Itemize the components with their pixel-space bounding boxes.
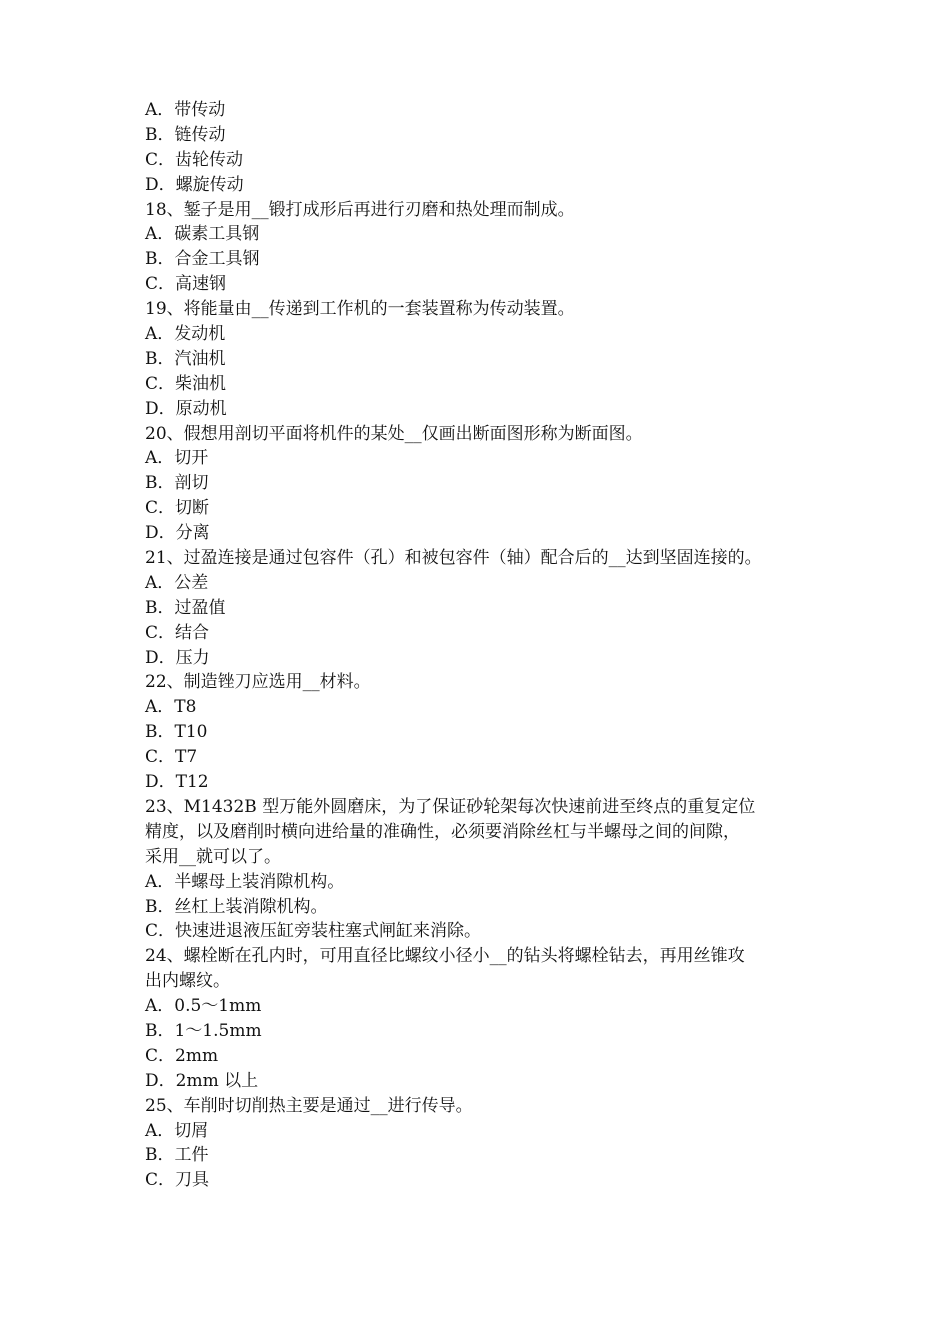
option-line: B．丝杠上装消隙机构。 <box>145 896 328 917</box>
option-line: A．半螺母上装消隙机构。 <box>145 871 345 892</box>
option-line: D．螺旋传动 <box>145 174 244 195</box>
question-22: 22、制造锉刀应选用__材料。 <box>145 672 371 693</box>
option-line: B．链传动 <box>145 124 226 145</box>
option-line: A．0.5～1mm <box>145 996 262 1017</box>
option-line: C．刀具 <box>145 1170 210 1191</box>
option-line: A．带传动 <box>145 100 226 120</box>
question-19: 19、将能量由__传递到工作机的一套装置称为传动装置。 <box>145 299 575 320</box>
option-line: A．碳素工具钢 <box>145 224 260 245</box>
option-line: C．柴油机 <box>145 373 227 394</box>
option-line: C．高速钢 <box>145 274 227 295</box>
option-line: A．切开 <box>145 448 209 469</box>
option-line: D．原动机 <box>145 398 227 419</box>
question-23-line-2: 精度，以及磨削时横向进给量的准确性，必须要消除丝杠与半螺母之间的间隙， <box>145 821 740 842</box>
option-line: C．结合 <box>145 622 210 643</box>
option-line: A．切屑 <box>145 1120 209 1141</box>
question-25: 25、车削时切削热主要是通过__进行传导。 <box>145 1095 473 1116</box>
option-line: B．T10 <box>145 722 208 743</box>
question-24-line-2: 出内螺纹。 <box>145 971 230 992</box>
question-23-line-3: 采用__就可以了。 <box>145 846 281 867</box>
option-line: B．1～1.5mm <box>145 1020 262 1041</box>
question-18: 18、錾子是用__锻打成形后再进行刃磨和热处理而制成。 <box>145 199 575 220</box>
option-line: B．过盈值 <box>145 597 226 618</box>
option-line: A．发动机 <box>145 324 226 345</box>
option-line: B．合金工具钢 <box>145 249 260 270</box>
option-line: C．齿轮传动 <box>145 149 244 170</box>
exam-text <box>145 98 815 1193</box>
option-line: C．2mm <box>145 1045 219 1066</box>
option-line: C．快速进退液压缸旁装柱塞式闸缸来消除。 <box>145 921 482 942</box>
option-line: D．压力 <box>145 647 210 668</box>
option-line: A．T8 <box>145 697 197 718</box>
option-line: D．T12 <box>145 772 209 793</box>
question-21: 21、过盈连接是通过包容件（孔）和被包容件（轴）配合后的__达到坚固连接的。 <box>145 548 762 569</box>
option-line: A．公差 <box>145 572 209 593</box>
option-line: B．剖切 <box>145 473 209 494</box>
option-line: D．2mm 以上 <box>145 1070 259 1091</box>
option-line: B．工件 <box>145 1145 209 1166</box>
question-23-line-1: 23、M1432B 型万能外圆磨床，为了保证砂轮架每次快速前进至终点的重复定位 <box>145 796 756 817</box>
option-line: D．分离 <box>145 523 210 544</box>
question-20: 20、假想用剖切平面将机件的某处__仅画出断面图形称为断面图。 <box>145 423 643 444</box>
option-line: C．切断 <box>145 498 210 519</box>
option-line: C．T7 <box>145 747 198 768</box>
question-24-line-1: 24、螺栓断在孔内时，可用直径比螺纹小径小__的钻头将螺栓钻去，再用丝锥攻 <box>145 946 745 967</box>
option-line: B．汽油机 <box>145 348 226 369</box>
